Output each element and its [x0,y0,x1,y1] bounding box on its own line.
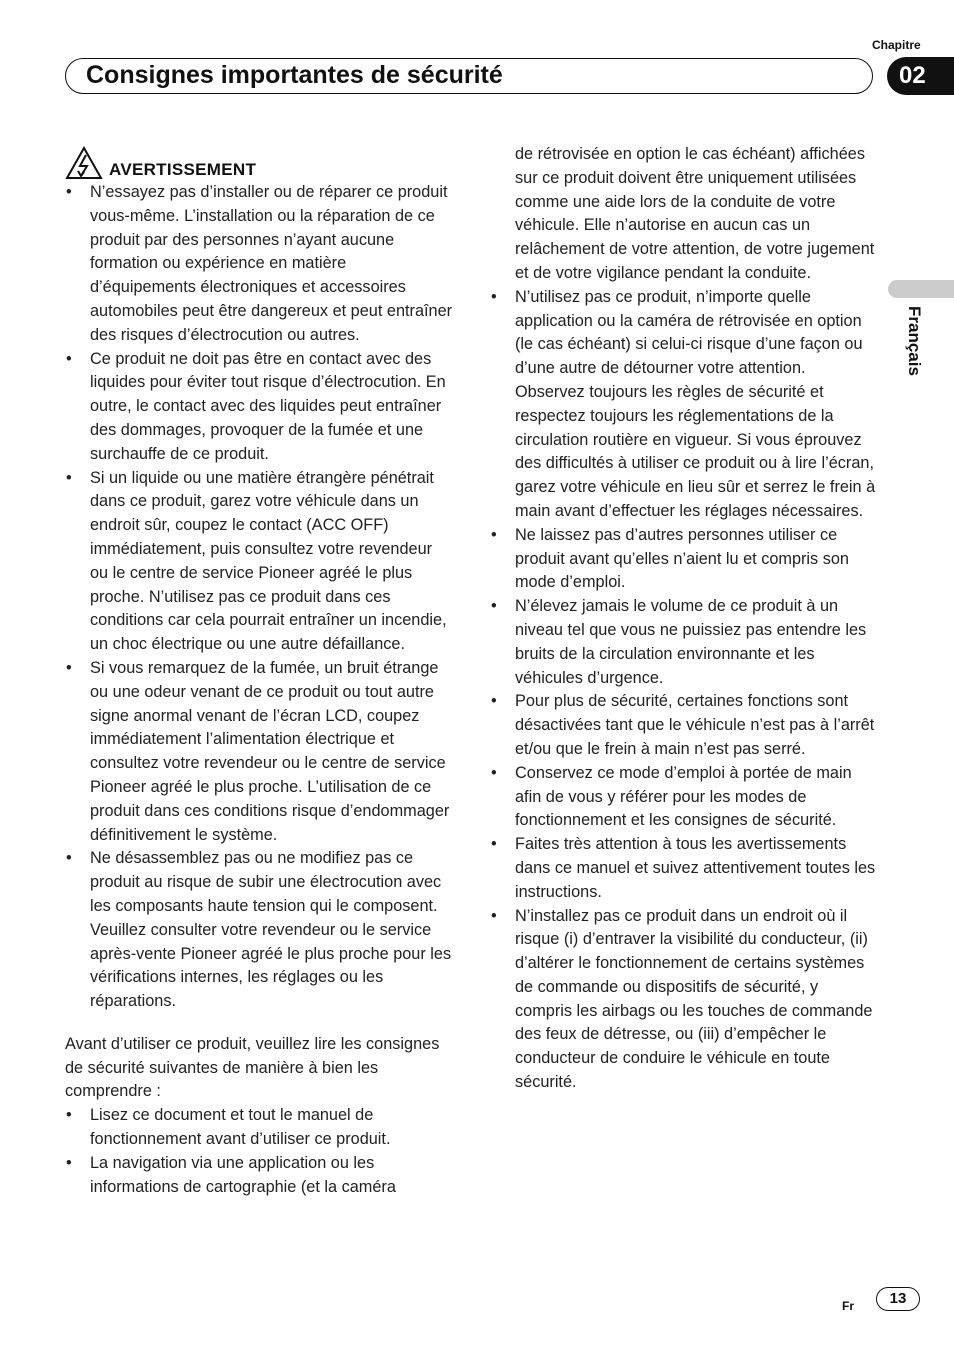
electric-shock-warning-icon [65,146,103,180]
safety-list-right [490,286,876,1095]
list-item: • N’utilisez pas ce produit, n’importe quelle application ou la caméra de rétrovisée en option (le cas échéant) si celui-ci risque d’une façon ou d’une autre de détourner votre attention. Observez toujours les règles de sécurité et respectez toujours les réglementations de la circulation routière en vigueur. Si vous éprouvez des difficultés à utiliser ce produit ou à lire l’écran, garez votre véhicule en lieu sûr et serrez le frein à main avant d’effectuer les réglages nécessaires. [490,286,876,524]
list-item: • N’essayez pas d’installer ou de réparer ce produit vous-même. L’installation ou la réparation de ce produit par des personnes n’ayant aucune formation ou expérience en matière d’équipements électroniques et accessoires automobiles peut être dangereux et peut entraîner des risques d’électrocution ou autres. [65,181,453,348]
list-item: • Ne désassemblez pas ou ne modifiez pas ce produit au risque de subir une électrocution avec les composants haute tension qui le composent. Veuillez consulter votre revendeur ou le service après-vente Pioneer agréé le plus proche pour les vérifications internes, les réglages ou les réparations. [65,847,453,1014]
list-item: • Pour plus de sécurité, certaines fonctions sont désactivées tant que le véhicule n’est pas à l’arrêt et/ou que le frein à main n’est pas serré. [490,690,876,761]
list-item: • Faites très attention à tous les avertissements dans ce manuel et suivez attentivement toutes les instructions. [490,833,876,904]
page-title: Consignes importantes de sécurité [86,61,503,89]
list-item: • N’installez pas ce produit dans un endroit où il risque (i) d’entraver la visibilité du conducteur, (ii) d’altérer le fonctionnement de certains systèmes de commande ou dispositifs de sécurité, y compris les airbags ou les touches de commande des feux de détresse, ou (iii) d’empêcher le conducteur de conduire le véhicule en toute sécurité. [490,905,876,1095]
list-item: • Ce produit ne doit pas être en contact avec des liquides pour éviter tout risque d’électrocution. En outre, le contact avec des liquides peut entraîner des dommages, provoquer de la fumée et une surchauffe de ce produit. [65,348,453,467]
list-item: • Conservez ce mode d’emploi à portée de main afin de vous y référer pour les modes de fonctionnement et les consignes de sécurité. [490,762,876,833]
title-bar [65,58,873,94]
warning-list [65,181,453,1014]
language-label: Français [905,306,924,376]
list-item: • Lisez ce document et tout le manuel de fonctionnement avant d’utiliser ce produit. [65,1104,453,1152]
intro-paragraph: Avant d’utiliser ce produit, veuillez lire les consignes de sécurité suivantes de manière à bien les comprendre : [65,1034,440,1101]
right-column [490,143,876,1095]
safety-list-left [65,1104,453,1199]
left-column [65,145,453,1199]
list-item: • La navigation via une application ou les informations de cartographie (et la caméra [65,1152,453,1200]
page-number: 13 [876,1287,920,1311]
list-item: • Ne laissez pas d’autres personnes utiliser ce produit avant qu’elles n’aient lu et compris son mode d’emploi. [490,524,876,595]
list-item: • Si un liquide ou une matière étrangère pénétrait dans ce produit, garez votre véhicule dans un endroit sûr, coupez le contact (ACC OFF) immédiatement, puis consultez votre revendeur ou le centre de service Pioneer agréé le plus proche. N’utilisez pas ce produit dans ces conditions car cela pourrait entraîner un incendie, un choc électrique ou une autre défaillance. [65,467,453,657]
list-item: • Si vous remarquez de la fumée, un bruit étrange ou une odeur venant de ce produit ou tout autre signe anormal venant de l’écran LCD, coupez immédiatement l’alimentation électrique et consultez votre revendeur ou le centre de service Pioneer agréé le plus proche. L’utilisation de ce produit dans ces conditions risque d’endommager définitivement le système. [65,657,453,847]
chapter-badge: 02 [887,57,954,95]
list-item: • N’élevez jamais le volume de ce produit à un niveau tel que vous ne puissiez pas entendre les bruits de la circulation environnante et les véhicules d’urgence. [490,595,876,690]
language-tab [888,280,954,298]
warning-heading [65,145,453,181]
continued-item-text: de rétrovisée en option le cas échéant) affichées sur ce produit doivent être uniquement utilisées comme une aide lors de la conduite de votre véhicule. Elle n’autorise en aucun cas un relâchement de votre attention, de votre jugement et de votre vigilance pendant la conduite. [515,145,875,282]
chapter-label: Chapitre [872,38,921,52]
footer-language-code: Fr [842,1299,854,1313]
warning-title: AVERTISSEMENT [109,160,257,180]
